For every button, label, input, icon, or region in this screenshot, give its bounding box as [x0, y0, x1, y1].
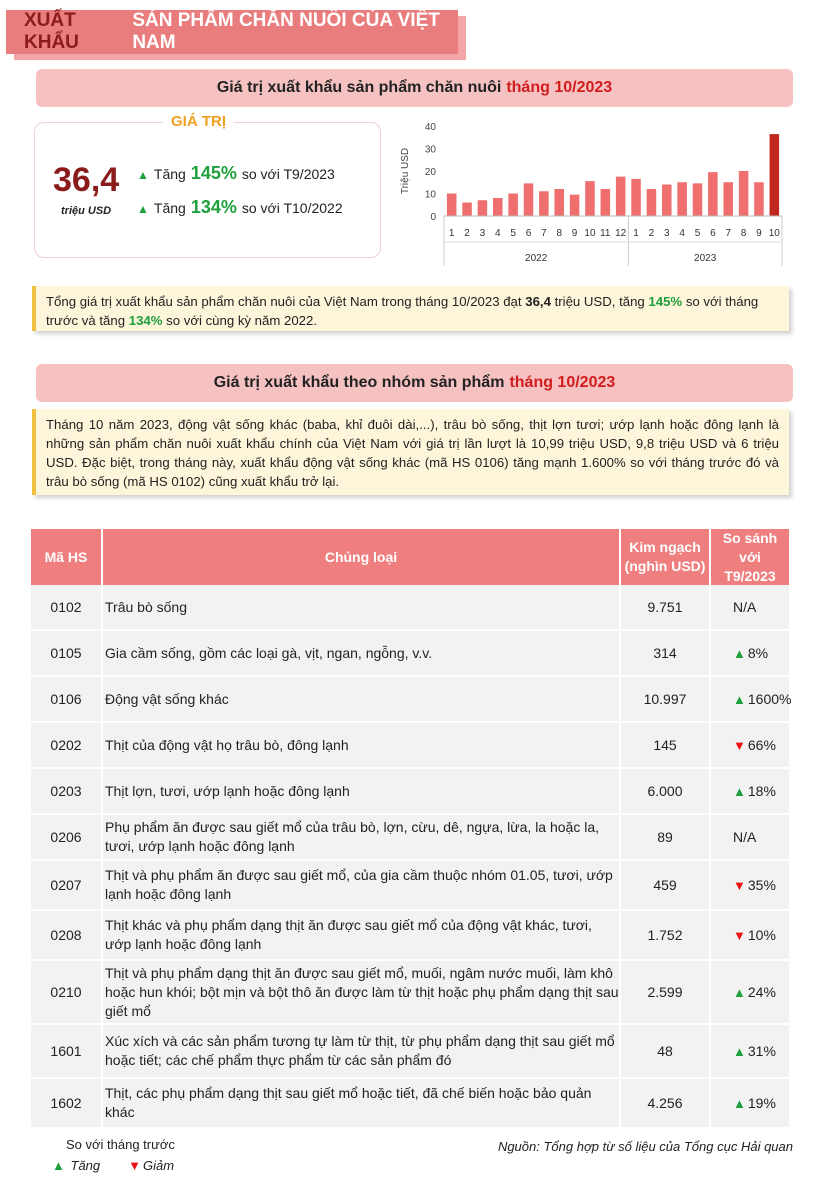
triangle-up-icon: ▲: [137, 168, 149, 182]
x-tick-label: 9: [756, 228, 762, 239]
export-value: 89: [621, 815, 711, 859]
change-suffix: so với T9/2023: [241, 166, 335, 182]
change-month: [137, 163, 335, 184]
table-row: [31, 1025, 789, 1079]
bar: [493, 198, 503, 216]
triangle-up-icon: ▲: [733, 691, 746, 707]
triangle-up-icon: ▲: [733, 1043, 746, 1059]
change-prefix: Tăng: [153, 166, 186, 182]
note-pct: 145%: [648, 294, 683, 309]
change-text: 66%: [747, 737, 776, 753]
legend-title: So với tháng trước: [66, 1137, 175, 1152]
export-value: 1.752: [621, 911, 711, 959]
legend-down: [128, 1158, 174, 1173]
change-text: 19%: [747, 1095, 776, 1111]
section-header-groups: [36, 364, 793, 402]
x-tick-label: 2: [464, 228, 470, 239]
compare-change: [711, 1025, 789, 1077]
header-value: Kim ngạch (nghìn USD): [621, 529, 711, 585]
bar: [739, 171, 749, 216]
note-text: so với tháng trước và tăng: [46, 294, 759, 328]
note-text: so với cùng kỳ năm 2022.: [166, 313, 317, 328]
section-highlight: tháng 10/2023: [506, 79, 613, 96]
triangle-down-icon: ▼: [733, 737, 746, 753]
product-table: [31, 529, 792, 1129]
x-tick-label: 10: [584, 228, 596, 239]
header-compare: So sánh với T9/2023: [722, 529, 778, 584]
bar: [524, 183, 534, 216]
hs-code: 0202: [50, 737, 82, 753]
x-tick-label: 8: [556, 228, 563, 239]
table-row: [31, 769, 789, 815]
value-card: [34, 113, 381, 258]
x-tick-label: 6: [710, 228, 716, 239]
note-value: 36,4: [525, 294, 551, 309]
bar: [647, 189, 657, 216]
change-prefix: Tăng: [153, 200, 186, 216]
bar: [770, 134, 780, 216]
table-row: [31, 631, 789, 677]
product-name: Thịt lợn, tươi, ướp lạnh hoặc đông lạnh: [101, 769, 621, 813]
hs-code: 1601: [50, 1043, 82, 1059]
change-year: [137, 197, 343, 218]
bar: [462, 203, 472, 217]
hs-code: 0102: [50, 599, 82, 615]
table-row: [31, 585, 789, 631]
group-label: 2023: [694, 253, 717, 264]
table-row: [31, 911, 789, 961]
table-body: [31, 585, 792, 1129]
x-tick-label: 6: [525, 228, 532, 239]
title-accent: XUẤT KHẨU: [24, 10, 79, 53]
product-name: Trâu bò sống: [101, 585, 621, 629]
x-tick-label: 4: [494, 228, 501, 239]
hs-code: 0106: [50, 691, 82, 707]
product-name: Thịt khác và phụ phẩm dạng thịt ăn được sau giết mổ của động vật khác, tươi, ướp lạnh hoặc đông lạnh: [101, 911, 621, 959]
legend-up: [52, 1158, 100, 1173]
table-row: [31, 677, 792, 723]
change-suffix: so với T10/2022: [241, 200, 343, 216]
x-tick-label: 8: [740, 228, 747, 239]
big-value: 36,4: [53, 161, 120, 199]
product-name: Thịt của động vật họ trâu bò, đông lạnh: [101, 723, 621, 767]
bar: [585, 181, 595, 216]
hs-code: 0207: [50, 877, 82, 893]
bar: [447, 194, 457, 217]
hs-code: 0105: [50, 645, 82, 661]
compare-change: [711, 769, 789, 813]
compare-change: [711, 961, 789, 1023]
header-code: Mã HS: [44, 548, 88, 565]
change-pct: 145%: [190, 163, 237, 183]
source-note: Nguồn: Tổng hợp từ số liệu của Tổng cục Hải quan: [497, 1139, 793, 1154]
compare-change: [711, 1079, 789, 1127]
bar: [616, 177, 626, 216]
section-highlight: tháng 10/2023: [509, 374, 616, 391]
product-name: Phụ phẩm ăn được sau giết mổ của trâu bò, lợn, cừu, dê, ngựa, lừa, la hoặc la, tươi, ướp lạnh hoặc đông lạnh: [101, 815, 621, 859]
compare-change: [711, 631, 789, 675]
legend-up-label: Tăng: [70, 1158, 101, 1173]
export-value-chart: [396, 114, 796, 274]
bar: [662, 185, 672, 217]
bar: [754, 182, 764, 216]
product-name: Thịt, các phụ phẩm dạng thịt sau giết mổ hoặc tiết, đã chế biến hoặc bảo quản khác: [101, 1079, 621, 1127]
x-tick-label: 2: [648, 228, 655, 239]
x-tick-label: 7: [725, 228, 732, 239]
compare-change: [711, 677, 792, 721]
change-text: 35%: [747, 877, 776, 893]
section-title: Giá trị xuất khẩu sản phẩm chăn nuôi: [216, 79, 502, 96]
section-title: Giá trị xuất khẩu theo nhóm sản phẩm: [213, 374, 505, 391]
export-value: 4.256: [621, 1079, 711, 1127]
hs-code: 0203: [50, 783, 82, 799]
change-pct: 134%: [190, 197, 237, 217]
bar: [554, 189, 564, 216]
change-text: N/A: [733, 829, 757, 845]
x-tick-label: 5: [510, 228, 516, 239]
product-name: Xúc xích và các sản phẩm tương tự làm từ thịt, từ phụ phẩm dạng thịt sau giết mổ hoặc tiết; các chế phẩm thực phẩm từ các sản phẩm đó: [101, 1025, 621, 1077]
compare-change: [711, 585, 789, 629]
triangle-up-icon: ▲: [137, 202, 149, 216]
x-tick-label: 10: [768, 228, 780, 239]
change-text: N/A: [733, 599, 757, 615]
hs-code: 0208: [50, 927, 82, 943]
product-name: Động vật sống khác: [101, 677, 621, 721]
y-tick-label: 30: [424, 144, 436, 156]
x-tick-label: 7: [541, 228, 547, 239]
note-text: triệu USD, tăng: [554, 294, 645, 309]
header-name: Chủng loại: [101, 529, 621, 585]
product-name: Gia cầm sống, gồm các loại gà, vịt, ngan, ngỗng, v.v.: [101, 631, 621, 675]
triangle-up-icon: ▲: [733, 783, 746, 799]
compare-change: [711, 861, 789, 909]
table-row: [31, 723, 789, 769]
y-axis-label: Triệu USD: [400, 147, 411, 195]
change-text: 8%: [747, 645, 769, 661]
change-text: 1600%: [747, 691, 792, 707]
change-text: 24%: [747, 984, 776, 1000]
export-value: 48: [621, 1025, 711, 1077]
note-text: Tổng giá trị xuất khẩu sản phẩm chăn nuôi của Việt Nam trong tháng 10/2023 đạt: [46, 294, 522, 309]
legend: [52, 1158, 174, 1173]
change-text: 31%: [747, 1043, 776, 1059]
y-tick-label: 0: [430, 212, 436, 223]
export-value: 145: [621, 723, 711, 767]
x-tick-label: 4: [679, 228, 685, 239]
hs-code: 1602: [50, 1095, 82, 1111]
table-header: [31, 529, 789, 585]
bar: [708, 172, 718, 216]
table-row: [31, 1079, 789, 1129]
triangle-down-icon: ▼: [733, 927, 746, 943]
x-tick-label: 1: [448, 228, 455, 239]
bar: [539, 191, 549, 216]
triangle-up-icon: ▲: [733, 645, 746, 661]
y-tick-label: 20: [424, 167, 436, 178]
section-header-value: [36, 69, 793, 107]
note-pct: 134%: [128, 313, 163, 328]
summary-note: [32, 286, 789, 331]
export-value: 10.997: [621, 677, 711, 721]
group-note: Tháng 10 năm 2023, động vật sống khác (baba, khỉ đuôi dài,...), trâu bò sống, thịt lợn tươi; ướp lạnh hoặc đông lạnh là những sản phẩm chăn nuôi xuất khẩu chính của Việt Nam với giá trị lần lượt là 10,99 triệu USD, 9,8 triệu USD và 6 triệu USD. Đặc biệt, trong tháng này, xuất khẩu động vật sống khác (mã HS 0106) tăng mạnh 1.600% so với tháng trước đó và trâu bò sống (mã HS 0102) cũng xuất khẩu trở lại.: [32, 409, 789, 495]
triangle-down-icon: ▼: [128, 1158, 142, 1173]
value-unit: triệu USD: [61, 205, 112, 217]
x-tick-label: 3: [663, 228, 670, 239]
compare-change: [711, 815, 789, 859]
bar: [677, 182, 687, 216]
triangle-up-icon: ▲: [733, 984, 746, 1000]
export-value: 6.000: [621, 769, 711, 813]
change-text: 10%: [747, 927, 776, 943]
product-name: Thịt và phụ phẩm dạng thịt ăn được sau giết mổ, muối, ngâm nước muối, làm khô hoặc hun khói; bột mịn và bột thô ăn được làm từ thịt hoặc phụ phẩm dạng thịt sau giết mổ: [101, 961, 621, 1023]
table-row: [31, 815, 789, 861]
bar: [508, 194, 518, 217]
triangle-up-icon: ▲: [52, 1158, 65, 1173]
product-name: Thịt và phụ phẩm ăn được sau giết mổ, của gia cầm thuộc nhóm 01.05, tươi, ướp lạnh hoặc đông lạnh: [101, 861, 621, 909]
legend-down-label: Giảm: [143, 1158, 175, 1173]
compare-change: [711, 723, 789, 767]
table-row: [31, 961, 789, 1025]
triangle-down-icon: ▼: [733, 877, 746, 893]
page-title-banner: [6, 10, 458, 54]
x-tick-label: 1: [633, 228, 639, 239]
bar: [601, 189, 611, 216]
compare-change: [711, 911, 789, 959]
export-value: 314: [621, 631, 711, 675]
export-value: 9.751: [621, 585, 711, 629]
card-title: GIÁ TRỊ: [163, 113, 234, 130]
bar: [631, 179, 641, 216]
group-label: 2022: [525, 253, 548, 264]
change-text: 18%: [747, 783, 776, 799]
bar: [693, 183, 703, 216]
x-tick-label: 11: [600, 228, 611, 239]
table-row: [31, 861, 789, 911]
bar: [570, 195, 580, 216]
title-rest: SẢN PHẨM CHĂN NUÔI CỦA VIỆT NAM: [132, 10, 440, 53]
x-tick-label: 3: [479, 228, 486, 239]
x-tick-label: 9: [571, 228, 578, 239]
hs-code: 0206: [50, 829, 82, 845]
bar: [723, 182, 733, 216]
x-tick-label: 12: [615, 228, 627, 239]
hs-code: 0210: [50, 984, 82, 1000]
x-tick-label: 5: [694, 228, 701, 239]
bar: [478, 200, 488, 216]
triangle-up-icon: ▲: [733, 1095, 746, 1111]
y-tick-label: 40: [424, 122, 436, 133]
y-tick-label: 10: [424, 189, 436, 201]
export-value: 459: [621, 861, 711, 909]
export-value: 2.599: [621, 961, 711, 1023]
